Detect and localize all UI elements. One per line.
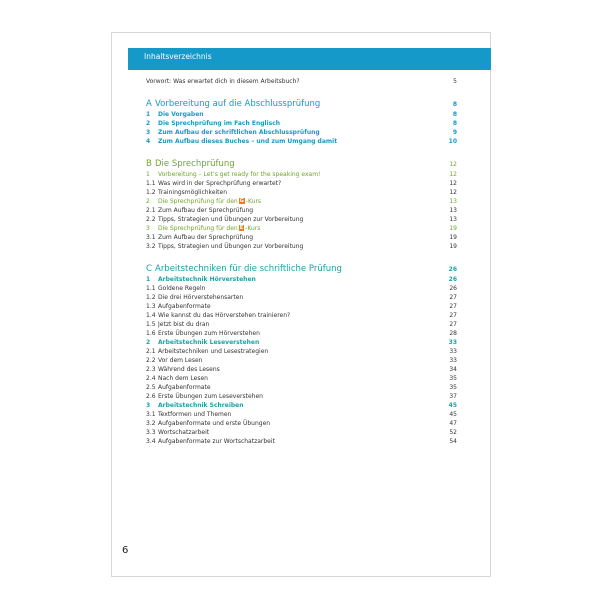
toc-page: 34 — [449, 366, 457, 373]
toc-label: Zum Aufbau der Sprechprüfung — [158, 207, 254, 214]
toc-num: 1.1 — [146, 285, 156, 292]
toc-num: 1.5 — [146, 321, 156, 328]
toc-label: Nach dem Lesen — [158, 375, 208, 382]
toc-num: 1 — [146, 276, 151, 283]
toc-label: Goldene Regeln — [158, 285, 206, 292]
toc-page: 13 — [449, 216, 457, 223]
toc-item[interactable] — [146, 197, 457, 206]
toc-num: 2.5 — [146, 384, 156, 391]
toc-num: 3.1 — [146, 234, 156, 241]
toc-item[interactable] — [146, 365, 457, 374]
toc-num: 1.2 — [146, 294, 156, 301]
toc-label: Vorwort: Was erwartet dich in diesem Arbeitsbuch? — [146, 78, 300, 85]
toc-label: Was wird in der Sprechprüfung erwartet? — [158, 180, 282, 187]
toc-label-suffix: -Kurs — [245, 225, 261, 232]
toc-num: 1.6 — [146, 330, 156, 337]
toc-page: 13 — [449, 207, 457, 214]
course-badge-e: E — [239, 225, 244, 231]
toc-page: 5 — [453, 78, 457, 85]
toc-label: Aufgabenformate und erste Übungen — [158, 420, 271, 427]
toc-item[interactable] — [146, 311, 457, 320]
toc-item[interactable] — [146, 242, 457, 251]
toc-item[interactable] — [146, 401, 457, 410]
header-bar — [128, 48, 491, 70]
toc-item[interactable] — [146, 224, 457, 233]
toc-item[interactable] — [146, 188, 457, 197]
toc-num: 3.4 — [146, 438, 156, 445]
toc-page: 45 — [448, 402, 457, 409]
toc-num: 2 — [146, 198, 150, 205]
toc-label: Textformen und Themen — [158, 411, 232, 418]
toc-page: 27 — [449, 294, 457, 301]
toc-label: Tipps, Strategien und Übungen zur Vorbereitung — [158, 216, 304, 223]
toc-label: Trainingsmöglichkeiten — [158, 189, 228, 196]
toc-num: 3 — [146, 129, 151, 136]
toc-page: 35 — [449, 384, 457, 391]
toc-num: 4 — [146, 138, 151, 145]
toc-page: 54 — [449, 438, 457, 445]
toc-label: Aufgabenformate — [158, 303, 211, 310]
toc-num: 3 — [146, 225, 150, 232]
toc-label: Während des Lesens — [158, 366, 220, 373]
toc-item[interactable] — [146, 419, 457, 428]
toc-num: 3.1 — [146, 411, 156, 418]
toc-label: Zum Aufbau der schriftlichen Abschlussprüfung — [158, 129, 320, 136]
toc-page: 12 — [449, 189, 457, 196]
toc-page: 19 — [449, 234, 457, 241]
toc-page: 33 — [448, 339, 457, 346]
toc-page: 45 — [449, 411, 457, 418]
toc-page: 8 — [452, 101, 457, 108]
toc-page: 12 — [449, 180, 457, 187]
toc-num: 3 — [146, 402, 151, 409]
toc-page: 9 — [452, 129, 457, 136]
toc-item[interactable] — [146, 179, 457, 188]
toc-page: 19 — [449, 225, 457, 232]
toc-item[interactable] — [146, 410, 457, 419]
toc-page: 12 — [449, 161, 457, 168]
toc-label: Zum Aufbau der Sprechprüfung — [158, 234, 254, 241]
toc-num: 2 — [146, 339, 151, 346]
toc-num: 2.3 — [146, 366, 156, 373]
toc-num: 2.6 — [146, 393, 156, 400]
toc-num: 1.1 — [146, 180, 156, 187]
toc-num: 3.2 — [146, 243, 156, 250]
toc-item[interactable] — [146, 128, 457, 137]
toc-page: 12 — [449, 171, 457, 178]
toc-item[interactable] — [146, 215, 457, 224]
page-number: 6 — [122, 545, 129, 556]
toc-page: 52 — [449, 429, 457, 436]
toc-num: 3.2 — [146, 420, 156, 427]
toc-num: 1 — [146, 111, 151, 118]
toc-item[interactable] — [146, 137, 457, 146]
toc-page: 33 — [449, 357, 457, 364]
toc-num: 2.1 — [146, 348, 156, 355]
toc-item[interactable] — [146, 347, 457, 356]
toc-num: 1.4 — [146, 312, 156, 319]
toc-section-a[interactable] — [146, 98, 457, 110]
toc-page: 37 — [449, 393, 457, 400]
toc-num: 2 — [146, 120, 151, 127]
toc-item[interactable] — [146, 392, 457, 401]
toc-item[interactable] — [146, 374, 457, 383]
toc-item[interactable] — [146, 293, 457, 302]
toc-label: Arbeitstechnik Hörverstehen — [158, 276, 256, 283]
toc-label: Arbeitstechnik Leseverstehen — [158, 339, 260, 346]
toc-num: 3.3 — [146, 429, 156, 436]
toc-label — [158, 197, 437, 206]
toc-num: 2.2 — [146, 216, 156, 223]
toc-label: Erste Übungen zum Leseverstehen — [158, 393, 263, 400]
book-page — [111, 32, 491, 577]
toc-page: 8 — [452, 111, 457, 118]
toc-label: Wie kannst du das Hörverstehen trainieren? — [158, 312, 291, 319]
toc-label: Erste Übungen zum Hörverstehen — [158, 330, 260, 337]
toc-label — [158, 224, 437, 233]
toc-page: 35 — [449, 375, 457, 382]
toc-label-text: Die Sprechprüfung für den — [158, 198, 238, 205]
toc-num: 2.1 — [146, 207, 156, 214]
toc-page: 27 — [449, 312, 457, 319]
toc-label: Aufgabenformate — [158, 384, 211, 391]
toc-item[interactable] — [146, 119, 457, 128]
toc-item[interactable] — [146, 170, 457, 179]
toc-item[interactable] — [146, 302, 457, 311]
page-title: Inhaltsverzeichnis — [144, 52, 212, 61]
toc-label: Vorbereitung – Let’s get ready for the speaking exam! — [158, 171, 321, 178]
toc-label: Wortschatzarbeit — [158, 429, 210, 436]
toc-page: 8 — [452, 120, 457, 127]
section-title: Arbeitstechniken für die schriftliche Prüfung — [155, 264, 342, 274]
toc-item[interactable] — [146, 110, 457, 119]
toc-num: 2.4 — [146, 375, 156, 382]
toc-label: Vor dem Lesen — [158, 357, 203, 364]
section-letter: B — [146, 159, 152, 169]
toc-item[interactable] — [146, 383, 457, 392]
toc-page: 47 — [449, 420, 457, 427]
toc-page: 26 — [448, 276, 457, 283]
toc-item[interactable] — [146, 284, 457, 293]
toc-label: Die Sprechprüfung im Fach Englisch — [158, 120, 281, 127]
toc-section-b[interactable] — [146, 158, 457, 170]
toc-label-suffix: -Kurs — [245, 198, 262, 205]
toc-item[interactable] — [146, 428, 457, 437]
toc-page: 26 — [449, 285, 457, 292]
toc-label: Die Vorgaben — [158, 111, 204, 118]
section-title: Vorbereitung auf die Abschlussprüfung — [155, 99, 321, 109]
toc-item[interactable] — [146, 338, 457, 347]
toc-section-c[interactable] — [146, 263, 457, 275]
toc-item[interactable] — [146, 320, 457, 329]
toc-label: Aufgabenformate zur Wortschatzarbeit — [158, 438, 275, 445]
toc-num: 2.2 — [146, 357, 156, 364]
table-of-contents — [146, 77, 457, 446]
toc-item[interactable] — [146, 329, 457, 338]
toc-foreword[interactable] — [146, 77, 457, 86]
course-badge-g: G — [239, 198, 244, 204]
toc-page: 27 — [449, 303, 457, 310]
section-letter: A — [146, 99, 152, 109]
toc-page: 10 — [448, 138, 457, 145]
toc-num: 1 — [146, 171, 150, 178]
toc-item[interactable] — [146, 233, 457, 242]
toc-page: 33 — [449, 348, 457, 355]
toc-num: 1.3 — [146, 303, 156, 310]
toc-label: Zum Aufbau dieses Buches – und zum Umgang damit — [158, 138, 338, 145]
section-title: Die Sprechprüfung — [155, 159, 235, 169]
toc-page: 28 — [449, 330, 457, 337]
toc-label: Jetzt bist du dran — [158, 321, 210, 328]
toc-page: 13 — [449, 198, 457, 205]
toc-num: 1.2 — [146, 189, 156, 196]
toc-page: 19 — [449, 243, 457, 250]
toc-label: Arbeitstechnik Schreiben — [158, 402, 244, 409]
section-letter: C — [146, 264, 152, 274]
toc-page: 26 — [448, 266, 457, 273]
toc-item[interactable] — [146, 206, 457, 215]
toc-item[interactable] — [146, 356, 457, 365]
toc-label-text: Die Sprechprüfung für den — [158, 225, 238, 232]
toc-label: Tipps, Strategien und Übungen zur Vorbereitung — [158, 243, 304, 250]
toc-label: Die drei Hörverstehensarten — [158, 294, 244, 301]
toc-page: 27 — [449, 321, 457, 328]
toc-item[interactable] — [146, 275, 457, 284]
toc-label: Arbeitstechniken und Lesestrategien — [158, 348, 269, 355]
toc-item[interactable] — [146, 437, 457, 446]
